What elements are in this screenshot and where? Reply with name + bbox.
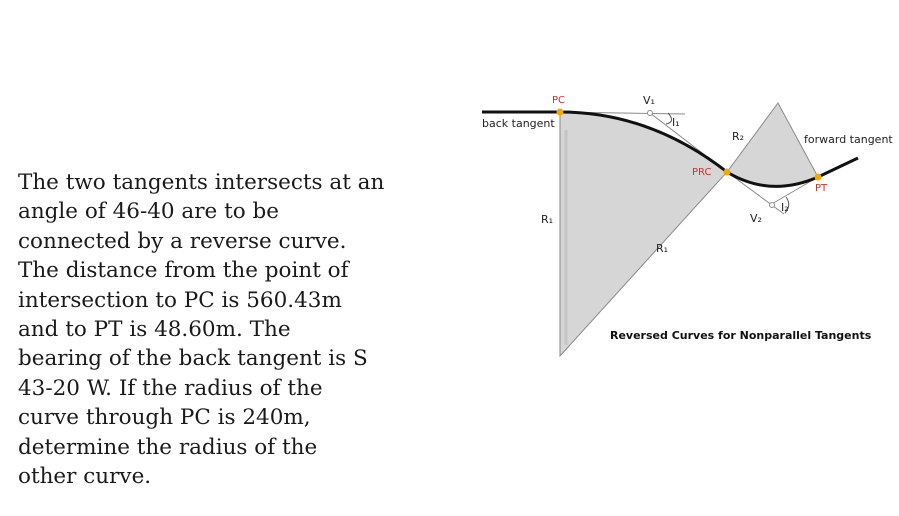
- forward-tangent-line: [818, 158, 858, 177]
- problem-line: 43-20 W. If the radius of the: [18, 375, 323, 401]
- i1-label: I₁: [672, 116, 680, 129]
- i1-angle-arc: [666, 113, 672, 124]
- problem-line: bearing of the back tangent is S: [18, 346, 368, 372]
- r1-upper-label: R₁: [541, 213, 554, 226]
- r1-lower-label: R₁: [656, 242, 669, 255]
- v1-label: V₁: [643, 94, 655, 107]
- v2-label: V₂: [750, 212, 762, 225]
- problem-line: intersection to PC is 560.43m: [18, 287, 342, 313]
- problem-line: curve through PC is 240m,: [18, 405, 311, 431]
- problem-line: other curve.: [18, 464, 152, 490]
- forward-tangent-label: forward tangent: [804, 133, 893, 146]
- pt-point: [815, 174, 822, 181]
- prc-label: PRC: [692, 167, 712, 178]
- problem-line: The distance from the point of: [18, 258, 349, 284]
- r1-sector: [560, 112, 727, 356]
- problem-line: connected by a reverse curve.: [18, 228, 347, 254]
- v1-marker: [648, 111, 653, 116]
- i2-label: I₂: [781, 201, 789, 214]
- problem-line: angle of 46-40 are to be: [18, 199, 279, 225]
- r2-label: R₂: [732, 130, 745, 143]
- problem-line: and to PT is 48.60m. The: [18, 317, 291, 343]
- problem-line: The two tangents intersects at an: [18, 170, 385, 195]
- pc-label: PC: [552, 95, 566, 106]
- pc-point: [557, 109, 564, 116]
- v2-marker: [770, 203, 775, 208]
- prc-point: [724, 169, 731, 176]
- pt-label: PT: [815, 183, 828, 194]
- back-tangent-label: back tangent: [482, 117, 555, 130]
- problem-line: determine the radius of the: [18, 434, 318, 460]
- diagram-caption: Reversed Curves for Nonparallel Tangents: [610, 329, 872, 342]
